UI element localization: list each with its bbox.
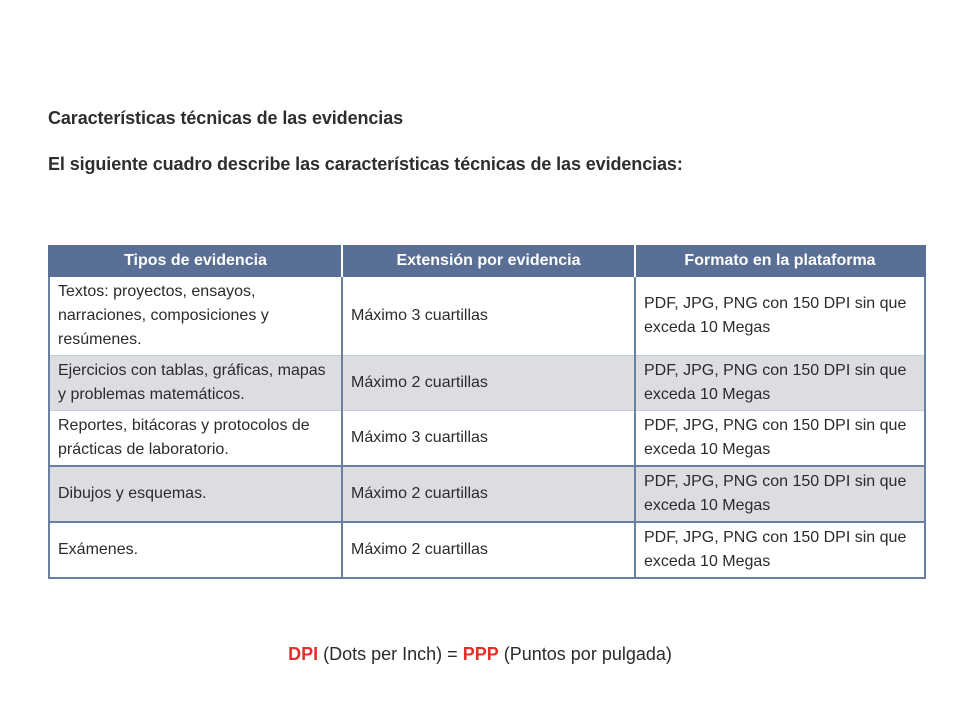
cell-extension: Máximo 2 cuartillas bbox=[342, 522, 635, 578]
cell-formato: PDF, JPG, PNG con 150 DPI sin que exceda 10 Megas bbox=[635, 466, 925, 522]
evidence-table bbox=[48, 245, 926, 579]
cell-tipo: Textos: proyectos, ensayos, narraciones, composiciones y resúmenes. bbox=[49, 277, 342, 356]
cell-formato: PDF, JPG, PNG con 150 DPI sin que exceda 10 Megas bbox=[635, 277, 925, 356]
cell-formato: PDF, JPG, PNG con 150 DPI sin que exceda 10 Megas bbox=[635, 522, 925, 578]
table-row bbox=[49, 466, 925, 522]
intro-text: El siguiente cuadro describe las características técnicas de las evidencias: bbox=[48, 154, 683, 174]
cell-tipo: Ejercicios con tablas, gráficas, mapas y problemas matemáticos. bbox=[49, 356, 342, 411]
cell-tipo: Exámenes. bbox=[49, 522, 342, 578]
cell-extension: Máximo 2 cuartillas bbox=[342, 466, 635, 522]
cell-extension: Máximo 3 cuartillas bbox=[342, 277, 635, 356]
table-row bbox=[49, 277, 925, 356]
header-formato: Formato en la plataforma bbox=[635, 245, 925, 277]
cell-formato: PDF, JPG, PNG con 150 DPI sin que exceda 10 Megas bbox=[635, 411, 925, 467]
cell-formato: PDF, JPG, PNG con 150 DPI sin que exceda 10 Megas bbox=[635, 356, 925, 411]
table-row bbox=[49, 522, 925, 578]
table-row bbox=[49, 411, 925, 467]
table-header-row bbox=[49, 245, 925, 277]
footnote-ppp: PPP bbox=[462, 644, 499, 664]
cell-tipo: Dibujos y esquemas. bbox=[49, 466, 342, 522]
footnote-dpi: DPI bbox=[288, 644, 319, 664]
header-extension: Extensión por evidencia bbox=[342, 245, 635, 277]
footnote-ppp-expansion: (Puntos por pulgada) bbox=[503, 644, 672, 664]
cell-extension: Máximo 3 cuartillas bbox=[342, 411, 635, 467]
section-heading: Características técnicas de las evidencias bbox=[48, 108, 404, 128]
cell-tipo: Reportes, bitácoras y protocolos de prácticas de laboratorio. bbox=[49, 411, 342, 467]
footnote-dpi-expansion: (Dots per Inch) = bbox=[323, 644, 458, 664]
table-row bbox=[49, 356, 925, 411]
footnote bbox=[0, 644, 960, 665]
cell-extension: Máximo 2 cuartillas bbox=[342, 356, 635, 411]
header-tipos: Tipos de evidencia bbox=[49, 245, 342, 277]
